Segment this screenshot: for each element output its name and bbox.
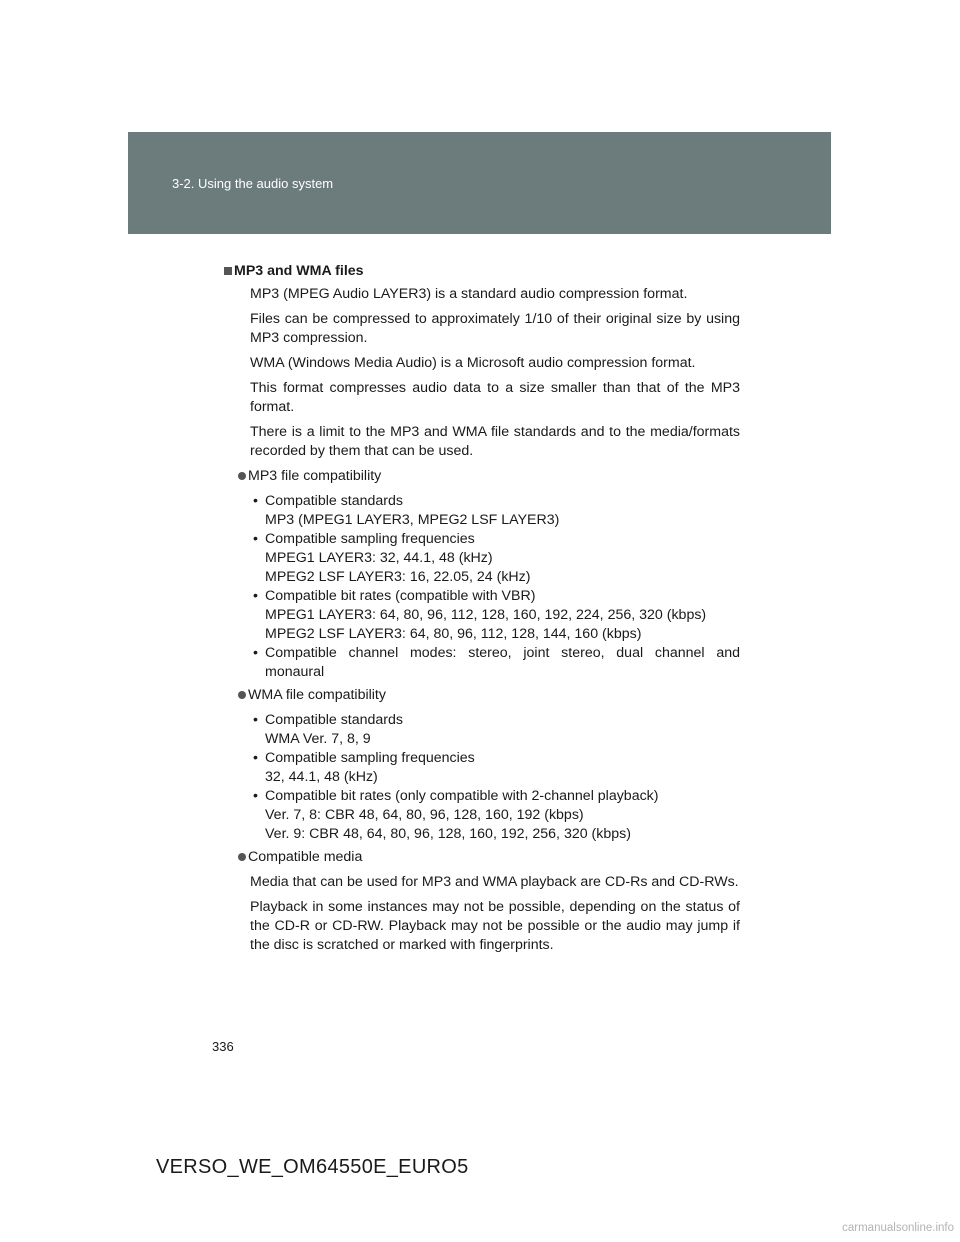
list-item-head: Compatible standards: [265, 493, 404, 509]
page-content: [212, 262, 740, 961]
round-bullet-icon: [238, 853, 246, 861]
square-bullet-icon: [224, 267, 232, 275]
list-marker: •: [253, 750, 258, 766]
document-code: VERSO_WE_OM64550E_EURO5: [156, 1156, 469, 1178]
compatible-media-heading: [236, 848, 740, 867]
list-item-head: Compatible bit rates (compatible with VBR): [265, 588, 536, 604]
intro-paragraph: MP3 (MPEG Audio LAYER3) is a standard audio compression format.: [250, 286, 688, 302]
list-item-head: Compatible channel modes: stereo, joint stereo, dual channel and monaural: [265, 645, 740, 680]
list-item: [250, 749, 740, 787]
page-number: 336: [212, 1039, 234, 1054]
list-marker: •: [253, 712, 258, 728]
subheading-text: MP3 file compatibility: [248, 468, 382, 484]
list-item-line: MPEG2 LSF LAYER3: 64, 80, 96, 112, 128, 144, 160 (kbps): [265, 626, 642, 642]
intro-paragraph: This format compresses audio data to a size smaller than that of the MP3 format.: [250, 380, 740, 415]
list-item-head: Compatible bit rates (only compatible with 2-channel playback): [265, 788, 659, 804]
list-item-head: Compatible sampling frequencies: [265, 531, 475, 547]
mp3-compatibility-heading: [236, 467, 740, 486]
list-item-line: MP3 (MPEG1 LAYER3, MPEG2 LSF LAYER3): [265, 512, 560, 528]
subheading-text: WMA file compatibility: [248, 687, 386, 703]
list-marker: •: [253, 788, 258, 804]
list-item: [250, 587, 740, 644]
list-item-line: MPEG1 LAYER3: 64, 80, 96, 112, 128, 160, 192, 224, 256, 320 (kbps): [265, 607, 707, 623]
media-paragraph: Playback in some instances may not be possible, depending on the status of the CD-R or CD-RW. Playback may not be possible or the audio may jump if the disc is scratched or marked with fingerprints.: [250, 899, 740, 953]
intro-paragraph: WMA (Windows Media Audio) is a Microsoft audio compression format.: [250, 355, 696, 371]
list-item-line: WMA Ver. 7, 8, 9: [265, 731, 371, 747]
intro-paragraph: There is a limit to the MP3 and WMA file standards and to the media/formats recorded by them that can be used.: [250, 424, 740, 459]
list-item: [250, 787, 740, 844]
wma-compatibility-list: [250, 711, 740, 844]
list-item: [250, 492, 740, 530]
list-marker: •: [253, 493, 258, 509]
list-item-line: 32, 44.1, 48 (kHz): [265, 769, 378, 785]
list-item: [250, 644, 740, 682]
list-marker: •: [253, 588, 258, 604]
list-item: [250, 530, 740, 587]
list-item-line: MPEG1 LAYER3: 32, 44.1, 48 (kHz): [265, 550, 493, 566]
watermark: carmanualsonline.info: [842, 1222, 954, 1234]
subheading-text: Compatible media: [248, 849, 363, 865]
chapter-section-title: 3-2. Using the audio system: [172, 176, 334, 191]
list-item-line: Ver. 7, 8: CBR 48, 64, 80, 96, 128, 160, 192 (kbps): [265, 807, 584, 823]
list-item-head: Compatible standards: [265, 712, 404, 728]
list-item-line: MPEG2 LSF LAYER3: 16, 22.05, 24 (kHz): [265, 569, 531, 585]
wma-compatibility-heading: [236, 686, 740, 705]
section-heading-text: MP3 and WMA files: [234, 263, 364, 279]
round-bullet-icon: [238, 472, 246, 480]
list-item: [250, 711, 740, 749]
intro-paragraph: Files can be compressed to approximately 1/10 of their original size by using MP3 compression.: [250, 311, 740, 346]
media-paragraph: Media that can be used for MP3 and WMA playback are CD-Rs and CD-RWs.: [250, 874, 739, 890]
list-item-head: Compatible sampling frequencies: [265, 750, 475, 766]
list-marker: •: [253, 645, 258, 661]
round-bullet-icon: [238, 691, 246, 699]
mp3-compatibility-list: [250, 492, 740, 682]
list-marker: •: [253, 531, 258, 547]
list-item-line: Ver. 9: CBR 48, 64, 80, 96, 128, 160, 192, 256, 320 (kbps): [265, 826, 631, 842]
section-heading: [212, 262, 740, 281]
